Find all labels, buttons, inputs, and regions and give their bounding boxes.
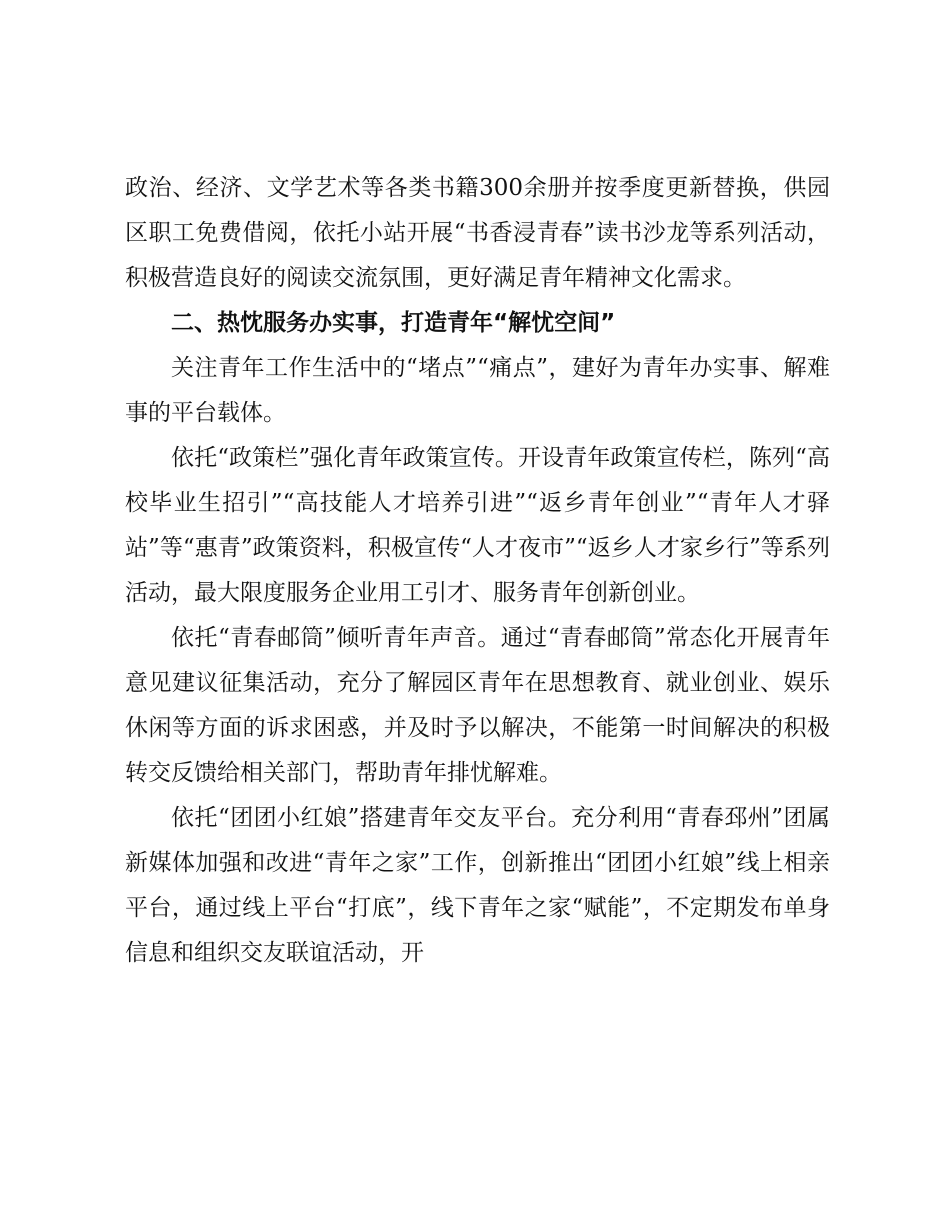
paragraph-youth-mailbox: 依托“青春邮筒”倾听青年声音。通过“青春邮筒”常态化开展青年意见建议征集活动，充分了解园区青年在思想教育、就业创业、娱乐休闲等方面的诉求困惑，并及时予以解决，不能第一时间解决的积极转交反馈给相关部门，帮助青年排忧解难。: [125, 625, 830, 786]
section-heading: 二、热忱服务办实事，打造青年“解忧空间”: [171, 310, 616, 336]
paragraph-policy-column: 依托“政策栏”强化青年政策宣传。开设青年政策宣传栏，陈列“高校毕业生招引”“高技能人才培养引进”“返乡青年创业”“青年人才驿站”等“惠青”政策资料，积极宣传“人才夜市”“返乡人才家乡行”等系列活动，最大限度服务企业用工引才、服务青年创新创业。: [125, 445, 830, 606]
paragraph-intro: 关注青年工作生活中的“堵点”“痛点”，建好为青年办实事、解难事的平台载体。: [125, 355, 830, 426]
paragraph-matchmaking: 依托“团团小红娘”搭建青年交友平台。充分利用“青春邳州”团属新媒体加强和改进“青年之家”工作，创新推出“团团小红娘”线上相亲平台，通过线上平台“打底”，线下青年之家“赋能”，不定期发布单身信息和组织交友联谊活动，开: [125, 805, 830, 966]
paragraph-continuation: 政治、经济、文学艺术等各类书籍300余册并按季度更新替换，供园区职工免费借阅，依托小站开展“书香浸青春”读书沙龙等系列活动，积极营造良好的阅读交流氛围，更好满足青年精神文化需求。: [125, 175, 830, 291]
document-body: [125, 166, 830, 976]
